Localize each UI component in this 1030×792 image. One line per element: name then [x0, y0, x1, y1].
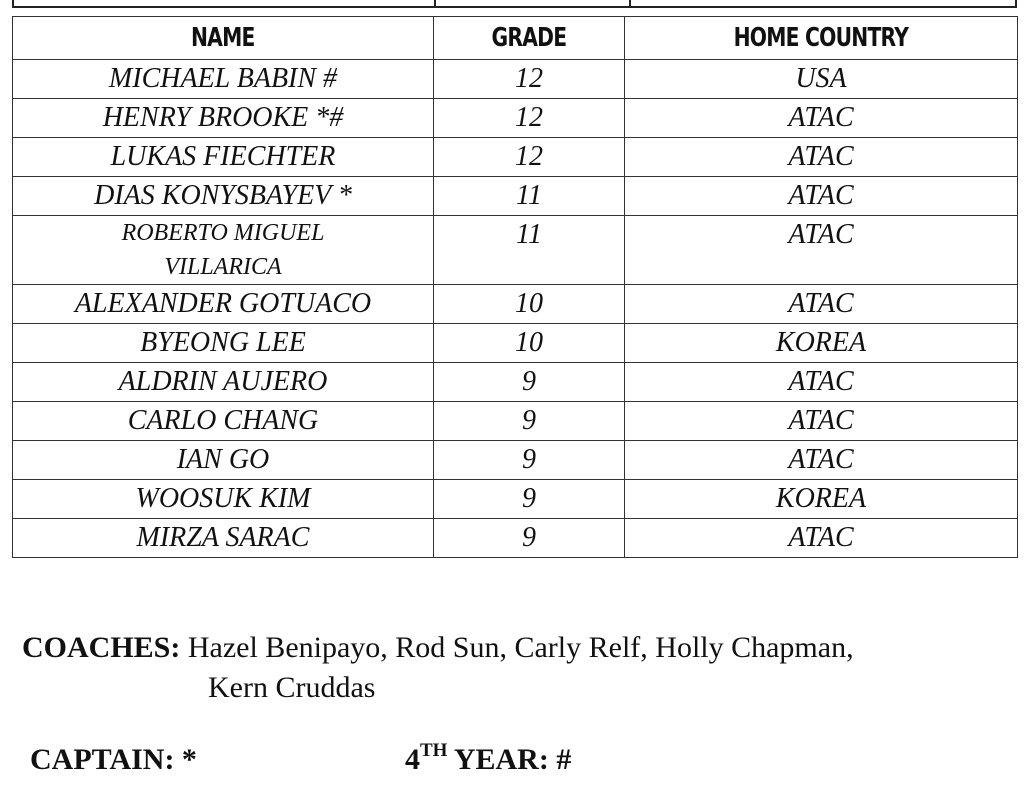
- player-grade: 9: [434, 519, 625, 558]
- player-country: KOREA: [625, 324, 1018, 363]
- top-table-divider: [434, 0, 436, 8]
- coaches-names-line1: Hazel Benipayo, Rod Sun, Carly Relf, Holly Chapman,: [180, 631, 854, 664]
- player-grade: 11: [434, 177, 625, 216]
- player-name: IAN GO: [13, 441, 434, 480]
- player-grade: 9: [434, 363, 625, 402]
- player-country: ATAC: [625, 138, 1018, 177]
- player-name: DIAS KONYSBAYEV *: [13, 177, 434, 216]
- top-table-edge: [12, 0, 1017, 8]
- player-name: MICHAEL BABIN #: [13, 60, 434, 99]
- table-row: [13, 285, 1018, 324]
- header-country: HOME COUNTRY: [625, 17, 1018, 60]
- player-country: ATAC: [625, 216, 1018, 285]
- player-grade: 12: [434, 60, 625, 99]
- coaches-label: COACHES:: [22, 631, 181, 664]
- table-row: [13, 441, 1018, 480]
- player-name: BYEONG LEE: [13, 324, 434, 363]
- table-row: [13, 324, 1018, 363]
- captain-legend: CAPTAIN: *: [30, 743, 197, 776]
- fourth-year-suffix: TH: [420, 740, 448, 761]
- fourth-year-label: YEAR: #: [447, 743, 572, 776]
- table-row: [13, 60, 1018, 99]
- player-country: ATAC: [625, 441, 1018, 480]
- player-name: HENRY BROOKE *#: [13, 99, 434, 138]
- fourth-year-number: 4: [405, 743, 420, 776]
- table-row: [13, 138, 1018, 177]
- table-row: [13, 519, 1018, 558]
- player-name: LUKAS FIECHTER: [13, 138, 434, 177]
- player-country: ATAC: [625, 285, 1018, 324]
- player-grade: 9: [434, 441, 625, 480]
- player-country: KOREA: [625, 480, 1018, 519]
- table-row: [13, 99, 1018, 138]
- player-name: CARLO CHANG: [13, 402, 434, 441]
- player-country: ATAC: [625, 519, 1018, 558]
- fourth-year-legend: [405, 740, 571, 780]
- table-row: [13, 402, 1018, 441]
- player-grade: 10: [434, 324, 625, 363]
- player-grade: 11: [434, 216, 625, 285]
- table-row: [13, 480, 1018, 519]
- table-row: [13, 177, 1018, 216]
- player-name: MIRZA SARAC: [13, 519, 434, 558]
- player-country: ATAC: [625, 177, 1018, 216]
- player-name-line2: VILLARICA: [164, 254, 282, 280]
- coaches-names-line2: Kern Cruddas: [208, 671, 376, 704]
- player-grade: 9: [434, 480, 625, 519]
- player-name-line1: ROBERTO MIGUEL: [121, 220, 325, 246]
- roster-table: [12, 16, 1018, 558]
- top-table-divider: [629, 0, 631, 8]
- table-row: [13, 363, 1018, 402]
- player-name: WOOSUK KIM: [13, 480, 434, 519]
- player-grade: 12: [434, 138, 625, 177]
- player-country: ATAC: [625, 99, 1018, 138]
- coaches-section: [22, 628, 1012, 708]
- player-name: ALEXANDER GOTUACO: [13, 285, 434, 324]
- player-name: ALDRIN AUJERO: [13, 363, 434, 402]
- header-grade: GRADE: [434, 17, 625, 60]
- player-name: [13, 216, 434, 285]
- player-grade: 9: [434, 402, 625, 441]
- player-grade: 10: [434, 285, 625, 324]
- player-country: USA: [625, 60, 1018, 99]
- player-grade: 12: [434, 99, 625, 138]
- player-country: ATAC: [625, 402, 1018, 441]
- table-header-row: [13, 17, 1018, 60]
- player-country: ATAC: [625, 363, 1018, 402]
- header-name: NAME: [13, 17, 434, 60]
- table-row: [13, 216, 1018, 285]
